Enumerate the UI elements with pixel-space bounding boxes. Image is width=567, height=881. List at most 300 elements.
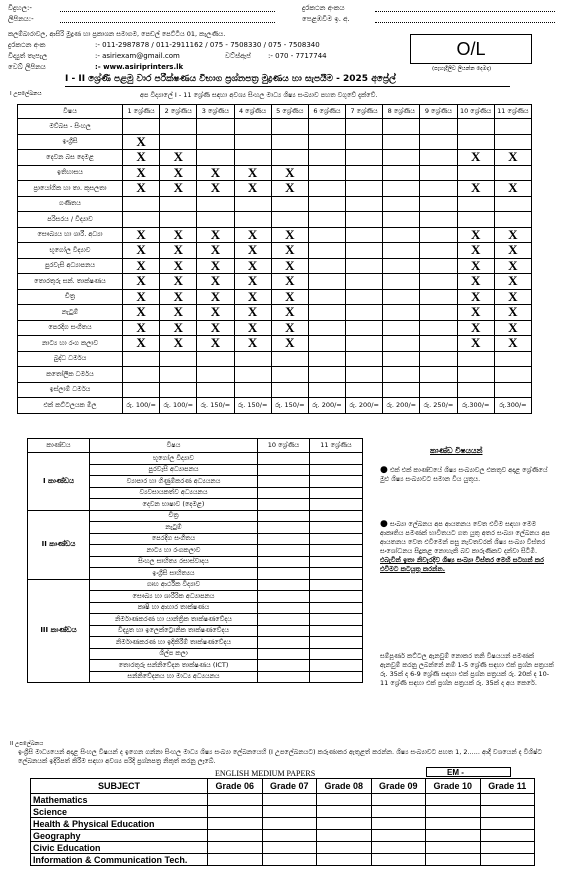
count-cell[interactable] [494,150,531,166]
count-cell[interactable] [208,842,263,854]
count-cell[interactable] [308,181,345,197]
count-cell[interactable] [371,794,426,806]
count-cell[interactable] [346,181,383,197]
count-cell[interactable] [234,227,271,243]
count-cell[interactable] [160,258,197,274]
count-cell-g11[interactable] [310,660,363,672]
count-cell[interactable] [494,165,531,181]
count-cell[interactable] [494,351,531,367]
count-cell-g11[interactable] [310,476,363,488]
count-cell-g11[interactable] [310,487,363,499]
count-cell-g10[interactable] [258,579,310,591]
count-cell[interactable] [420,320,457,336]
count-cell[interactable] [197,305,234,321]
count-cell[interactable] [426,818,481,830]
count-cell[interactable] [457,351,494,367]
count-cell[interactable] [494,305,531,321]
count-cell[interactable] [123,320,160,336]
count-cell[interactable] [420,227,457,243]
count-cell[interactable] [494,382,531,398]
mark-x: X [285,227,295,242]
count-cell[interactable] [234,181,271,197]
count-cell[interactable] [420,289,457,305]
count-cell[interactable] [308,351,345,367]
count-cell[interactable] [197,227,234,243]
count-cell-g10[interactable] [258,614,310,626]
count-cell[interactable] [123,382,160,398]
count-cell[interactable] [262,794,317,806]
count-cell[interactable] [123,165,160,181]
count-cell[interactable] [262,818,317,830]
count-cell[interactable] [457,305,494,321]
count-cell[interactable] [346,305,383,321]
count-cell-g11[interactable] [310,637,363,649]
mark-x: X [285,258,295,273]
count-cell[interactable] [308,134,345,150]
count-cell-g10[interactable] [258,671,310,683]
count-cell[interactable] [383,320,420,336]
count-cell[interactable] [383,382,420,398]
count-cell[interactable] [271,243,308,259]
count-cell-g11[interactable] [310,464,363,476]
count-cell[interactable] [160,212,197,228]
count-cell[interactable] [197,320,234,336]
count-cell[interactable] [123,289,160,305]
count-cell[interactable] [123,212,160,228]
count-cell[interactable] [494,196,531,212]
count-cell[interactable] [197,119,234,135]
count-cell[interactable] [308,243,345,259]
count-cell[interactable] [234,134,271,150]
count-cell[interactable] [308,382,345,398]
count-cell[interactable] [123,181,160,197]
count-cell[interactable] [308,367,345,383]
count-cell[interactable] [383,196,420,212]
count-cell[interactable] [480,842,535,854]
count-cell[interactable] [208,806,263,818]
count-cell[interactable] [383,258,420,274]
count-cell[interactable] [494,289,531,305]
count-cell[interactable] [160,382,197,398]
count-cell-g11[interactable] [310,648,363,660]
count-cell[interactable] [426,830,481,842]
count-cell[interactable] [160,227,197,243]
count-cell[interactable] [123,336,160,352]
count-cell-g10[interactable] [258,510,310,522]
count-cell[interactable] [234,119,271,135]
count-cell[interactable] [308,336,345,352]
count-cell[interactable] [234,196,271,212]
count-cell[interactable] [457,181,494,197]
count-cell[interactable] [494,274,531,290]
count-cell[interactable] [271,320,308,336]
count-cell[interactable] [457,258,494,274]
group-subject: ශිල්ප කලා [90,648,258,660]
count-cell[interactable] [271,134,308,150]
count-cell[interactable] [494,119,531,135]
count-cell[interactable] [308,150,345,166]
count-cell[interactable] [457,196,494,212]
count-cell[interactable] [457,274,494,290]
count-cell[interactable] [346,382,383,398]
count-cell[interactable] [197,165,234,181]
count-cell[interactable] [494,243,531,259]
count-cell-g10[interactable] [258,625,310,637]
count-cell[interactable] [420,305,457,321]
count-cell[interactable] [271,119,308,135]
grade-header: Grade 10 [426,779,481,794]
count-cell[interactable] [420,212,457,228]
count-cell[interactable] [346,196,383,212]
count-cell[interactable] [346,289,383,305]
count-cell[interactable] [420,382,457,398]
count-cell[interactable] [234,320,271,336]
count-cell[interactable] [480,806,535,818]
count-cell[interactable] [420,351,457,367]
count-cell-g11[interactable] [310,499,363,511]
count-cell[interactable] [457,320,494,336]
count-cell[interactable] [346,150,383,166]
count-cell[interactable] [197,134,234,150]
count-cell[interactable] [197,212,234,228]
count-cell-g11[interactable] [310,510,363,522]
count-cell[interactable] [123,258,160,274]
group-subject: පෙරදිග සංගීතය [90,533,258,545]
count-cell[interactable] [494,181,531,197]
count-cell[interactable] [383,305,420,321]
count-cell[interactable] [371,842,426,854]
count-cell[interactable] [383,367,420,383]
count-cell[interactable] [383,119,420,135]
count-cell[interactable] [420,134,457,150]
count-cell[interactable] [480,794,535,806]
count-cell[interactable] [160,320,197,336]
count-cell[interactable] [426,854,481,866]
count-cell[interactable] [371,806,426,818]
count-cell-g11[interactable] [310,579,363,591]
count-cell[interactable] [371,854,426,866]
count-cell[interactable] [160,134,197,150]
count-cell[interactable] [271,289,308,305]
count-cell[interactable] [457,134,494,150]
count-cell[interactable] [308,258,345,274]
count-cell-g11[interactable] [310,568,363,580]
count-cell[interactable] [346,119,383,135]
count-cell[interactable] [317,842,372,854]
subject-name: ඉතිහාසය [18,165,123,181]
group-subject: ඉංග්‍රීසි සාහිත්‍යය [90,568,258,580]
count-cell[interactable] [262,842,317,854]
count-cell[interactable] [420,196,457,212]
count-cell[interactable] [234,289,271,305]
count-cell[interactable] [420,165,457,181]
count-cell-g10[interactable] [258,545,310,557]
count-cell[interactable] [123,243,160,259]
count-cell-g11[interactable] [310,625,363,637]
count-cell[interactable] [160,274,197,290]
count-cell[interactable] [271,274,308,290]
count-cell[interactable] [346,212,383,228]
count-cell[interactable] [420,336,457,352]
count-cell[interactable] [420,274,457,290]
count-cell[interactable] [494,212,531,228]
count-cell[interactable] [262,854,317,866]
count-cell[interactable] [308,289,345,305]
count-cell[interactable] [383,212,420,228]
count-cell-g10[interactable] [258,499,310,511]
count-cell[interactable] [480,830,535,842]
count-cell[interactable] [346,274,383,290]
count-cell-g10[interactable] [258,568,310,580]
count-cell-g10[interactable] [258,487,310,499]
count-cell[interactable] [420,367,457,383]
count-cell[interactable] [208,854,263,866]
count-cell[interactable] [271,150,308,166]
count-cell[interactable] [271,336,308,352]
whatsapp-value: :- 070 - 7717744 [268,52,327,60]
count-cell[interactable] [346,134,383,150]
count-cell[interactable] [494,227,531,243]
director-field[interactable] [375,22,555,23]
count-cell[interactable] [160,351,197,367]
count-cell[interactable] [160,305,197,321]
web-text[interactable]: www.asiriprinters.lk [103,63,184,71]
count-cell[interactable] [160,165,197,181]
count-cell[interactable] [271,181,308,197]
count-cell[interactable] [308,119,345,135]
count-cell[interactable] [123,274,160,290]
count-cell[interactable] [234,351,271,367]
count-cell[interactable] [160,119,197,135]
count-cell-g11[interactable] [310,533,363,545]
count-cell[interactable] [234,258,271,274]
count-cell[interactable] [317,854,372,866]
count-cell[interactable] [457,165,494,181]
count-cell[interactable] [123,227,160,243]
count-cell[interactable] [123,150,160,166]
subject-name: Health & Physical Education [31,818,208,830]
count-cell[interactable] [371,830,426,842]
count-cell[interactable] [371,818,426,830]
count-cell-g10[interactable] [258,648,310,660]
price-cell: රු. 200/= [346,398,383,414]
count-cell[interactable] [383,134,420,150]
count-cell[interactable] [346,243,383,259]
count-cell[interactable] [420,119,457,135]
count-cell[interactable] [494,320,531,336]
count-cell[interactable] [383,243,420,259]
count-cell[interactable] [346,367,383,383]
school-field[interactable] [60,11,275,12]
mark-x: X [247,165,258,180]
mark-x: X [247,320,258,335]
count-cell[interactable] [208,794,263,806]
count-cell[interactable] [234,212,271,228]
count-cell[interactable] [234,274,271,290]
count-cell-g10[interactable] [258,602,310,614]
count-cell[interactable] [457,212,494,228]
count-cell-g11[interactable] [310,545,363,557]
count-cell-g11[interactable] [310,522,363,534]
count-cell[interactable] [457,289,494,305]
count-cell-g10[interactable] [258,660,310,672]
count-cell[interactable] [208,830,263,842]
count-cell-g10[interactable] [258,556,310,568]
count-cell[interactable] [197,367,234,383]
count-cell[interactable] [271,165,308,181]
count-cell[interactable] [271,367,308,383]
count-cell[interactable] [197,274,234,290]
count-cell[interactable] [346,165,383,181]
count-cell[interactable] [197,351,234,367]
count-cell[interactable] [234,150,271,166]
table-row [28,510,363,522]
count-cell[interactable] [197,258,234,274]
count-cell[interactable] [420,243,457,259]
count-cell[interactable] [160,289,197,305]
count-cell[interactable] [234,336,271,352]
count-cell[interactable] [494,134,531,150]
count-cell[interactable] [420,181,457,197]
count-cell[interactable] [160,196,197,212]
count-cell[interactable] [262,830,317,842]
count-cell[interactable] [457,382,494,398]
address-field[interactable] [60,22,275,23]
phone-field[interactable] [375,11,555,12]
count-cell[interactable] [234,305,271,321]
count-cell-g10[interactable] [258,464,310,476]
count-cell[interactable] [308,227,345,243]
count-cell[interactable] [426,842,481,854]
count-cell[interactable] [234,382,271,398]
table2-header: විෂය [90,439,258,453]
count-cell[interactable] [420,150,457,166]
count-cell[interactable] [383,181,420,197]
count-cell[interactable] [197,150,234,166]
count-cell-g10[interactable] [258,591,310,603]
count-cell[interactable] [317,806,372,818]
count-cell[interactable] [383,336,420,352]
count-cell[interactable] [123,367,160,383]
count-cell[interactable] [346,351,383,367]
count-cell[interactable] [271,227,308,243]
count-cell[interactable] [271,382,308,398]
count-cell[interactable] [346,227,383,243]
count-cell[interactable] [346,336,383,352]
count-cell[interactable] [208,818,263,830]
count-cell[interactable] [160,367,197,383]
count-cell[interactable] [160,150,197,166]
count-cell[interactable] [308,196,345,212]
count-cell[interactable] [346,320,383,336]
count-cell[interactable] [457,227,494,243]
table-row [31,854,535,866]
count-cell[interactable] [160,336,197,352]
count-cell[interactable] [308,212,345,228]
count-cell-g11[interactable] [310,556,363,568]
count-cell-g11[interactable] [310,591,363,603]
count-cell[interactable] [383,165,420,181]
count-cell[interactable] [317,794,372,806]
count-cell[interactable] [271,212,308,228]
group-subject: නිර්මාණකරණ හා ඉදිකිරීම් තාක්ෂණවේදය [90,637,258,649]
count-cell[interactable] [123,119,160,135]
count-cell-g10[interactable] [258,453,310,465]
count-cell[interactable] [457,367,494,383]
count-cell-g11[interactable] [310,614,363,626]
count-cell[interactable] [197,382,234,398]
count-cell[interactable] [457,119,494,135]
count-cell[interactable] [317,830,372,842]
count-cell[interactable] [317,818,372,830]
count-cell[interactable] [420,258,457,274]
count-cell[interactable] [123,305,160,321]
count-cell[interactable] [494,367,531,383]
count-cell[interactable] [426,794,481,806]
count-cell[interactable] [271,351,308,367]
count-cell[interactable] [426,806,481,818]
mark-x: X [508,335,518,351]
count-cell[interactable] [197,336,234,352]
mark-x: X [173,258,183,273]
count-cell[interactable] [271,196,308,212]
count-cell[interactable] [383,289,420,305]
count-cell[interactable] [494,258,531,274]
count-cell[interactable] [480,854,535,866]
count-cell-g11[interactable] [310,602,363,614]
count-cell[interactable] [308,320,345,336]
count-cell[interactable] [271,305,308,321]
count-cell[interactable] [197,243,234,259]
subject-header: විෂය [18,105,123,119]
count-cell[interactable] [123,134,160,150]
count-cell[interactable] [197,196,234,212]
count-cell-g11[interactable] [310,671,363,683]
count-cell[interactable] [234,367,271,383]
count-cell[interactable] [346,258,383,274]
count-cell[interactable] [308,305,345,321]
count-cell-g10[interactable] [258,522,310,534]
count-cell[interactable] [234,243,271,259]
count-cell[interactable] [383,227,420,243]
count-cell[interactable] [271,258,308,274]
count-cell[interactable] [123,196,160,212]
count-cell[interactable] [308,165,345,181]
count-cell[interactable] [262,806,317,818]
count-cell[interactable] [160,243,197,259]
count-cell[interactable] [480,818,535,830]
count-cell[interactable] [160,181,197,197]
count-cell[interactable] [197,289,234,305]
count-cell[interactable] [494,336,531,352]
count-cell[interactable] [383,351,420,367]
count-cell-g10[interactable] [258,533,310,545]
count-cell[interactable] [383,274,420,290]
count-cell[interactable] [457,336,494,352]
count-cell-g10[interactable] [258,637,310,649]
count-cell[interactable] [234,165,271,181]
count-cell[interactable] [123,351,160,367]
count-cell[interactable] [457,243,494,259]
count-cell[interactable] [308,274,345,290]
count-cell[interactable] [197,181,234,197]
count-cell-g10[interactable] [258,476,310,488]
email-text[interactable]: asiriexam@gmail.com [102,52,180,60]
count-cell-g11[interactable] [310,453,363,465]
count-cell[interactable] [383,150,420,166]
count-cell[interactable] [457,150,494,166]
em-code-box[interactable]: EM - [426,767,511,777]
